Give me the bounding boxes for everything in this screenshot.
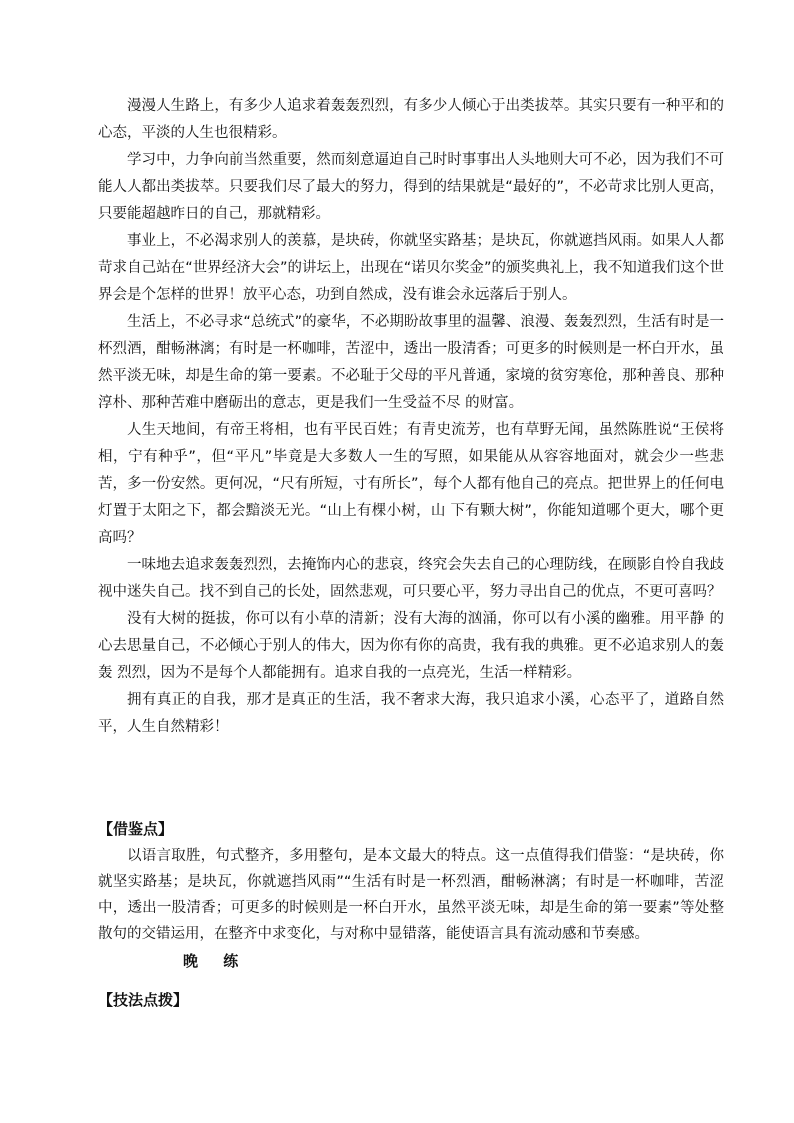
comment-section [98,843,724,947]
comment-text: 以语言取胜，句式整齐，多用整句，是本文最大的特点。这一点值得我们借鉴：“是块砖，你就坚实路基；是块瓦，你就遮挡风雨”“生活有时是一杯烈酒，酣畅淋漓；有时是一杯咖啡，苦涩中，透出一股清香；可更多的时候则是一杯白开水，虽然平淡无味，却是生命的第一要素”等处整散句的交错运用，在整齐中求变化，与对称中显错落，能使语言具有流动感和节奏感。 [98,848,724,942]
essay-body [98,93,724,741]
essay-paragraph: 人生天地间，有帝王将相，也有平民百姓；有青史流芳，也有草野无闻，虽然陈胜说“王侯将相，宁有种乎”，但“平凡”毕竟是大多数人一生的写照，如果能从从容容地面对，就会少一些悲苦，多一份安然。更何况，“尺有所短，寸有所长”，每个人都有他自己的亮点。把世界上的任何电灯置于太阳之下，都会黯淡无光。“山上有棵小树，山 下有颗大树”，你能知道哪个更大，哪个更高吗？ [98,422,724,546]
essay-paragraph: 没有大树的挺拔，你可以有小草的清新；没有大海的汹涌，你可以有小溪的幽雅。用平静 的心去思量自己，不必倾心于别人的伟大，因为你有你的高贵，我有我的典雅。更不必追求别人的轰轰 烈烈，因为不是每个人都能拥有。追求自我的一点亮光，生活一样精彩。 [98,611,724,681]
essay-paragraph: 事业上，不必渴求别人的羡慕，是块砖，你就坚实路基；是块瓦，你就遮挡风雨。如果人人都苛求自己站在“世界经济大会”的讲坛上，出现在“诺贝尔奖金”的颁奖典礼上，我不知道我们这个世界会是个怎样的世界！放平心态，功到自然成，没有谁会永远落后于别人。 [98,233,724,303]
skills-heading: 【技法点拨】 [98,991,189,1009]
essay-paragraph: 一味地去追求轰轰烈烈，去掩饰内心的悲哀，终究会失去自己的心理防线，在顾影自怜自我歧视中迷失自己。找不到自己的长处，固然悲观，可只要心平，努力寻出自己的优点，不更可喜吗？ [98,557,724,600]
comment-heading: 【借鉴点】 [98,820,174,838]
essay-paragraph: 生活上，不必寻求“总统式”的豪华，不必期盼故事里的温馨、浪漫、轰轰烈烈，生活有时是一杯烈酒，酣畅淋漓；有时是一杯咖啡，苦涩中，透出一股清香；可更多的时候则是一杯白开水，虽然平淡无味，却是生命的第一要素。不必耻于父母的平凡普通，家境的贫穷寒伧，那种善良、那种淳朴、那种苦难中磨砺出的意志，更是我们一生受益不尽 的财富。 [98,314,724,411]
essay-paragraph: 学习中，力争向前当然重要，然而刻意逼迫自己时时事事出人头地则大可不必，因为我们不可能人人都出类拔萃。只要我们尽了最大的努力，得到的结果就是“最好的”，不必苛求比别人更高，只要能超越昨日的自己，那就精彩。 [98,152,724,222]
evening-practice-title: 晚 练 [183,952,249,970]
essay-paragraph: 漫漫人生路上，有多少人追求着轰轰烈烈，有多少人倾心于出类拔萃。其实只要有一种平和的心态，平淡的人生也很精彩。 [98,98,724,141]
essay-paragraph: 拥有真正的自我，那才是真正的生活，我不奢求大海，我只追求小溪，心态平了，道路自然平，人生自然精彩！ [98,692,724,735]
